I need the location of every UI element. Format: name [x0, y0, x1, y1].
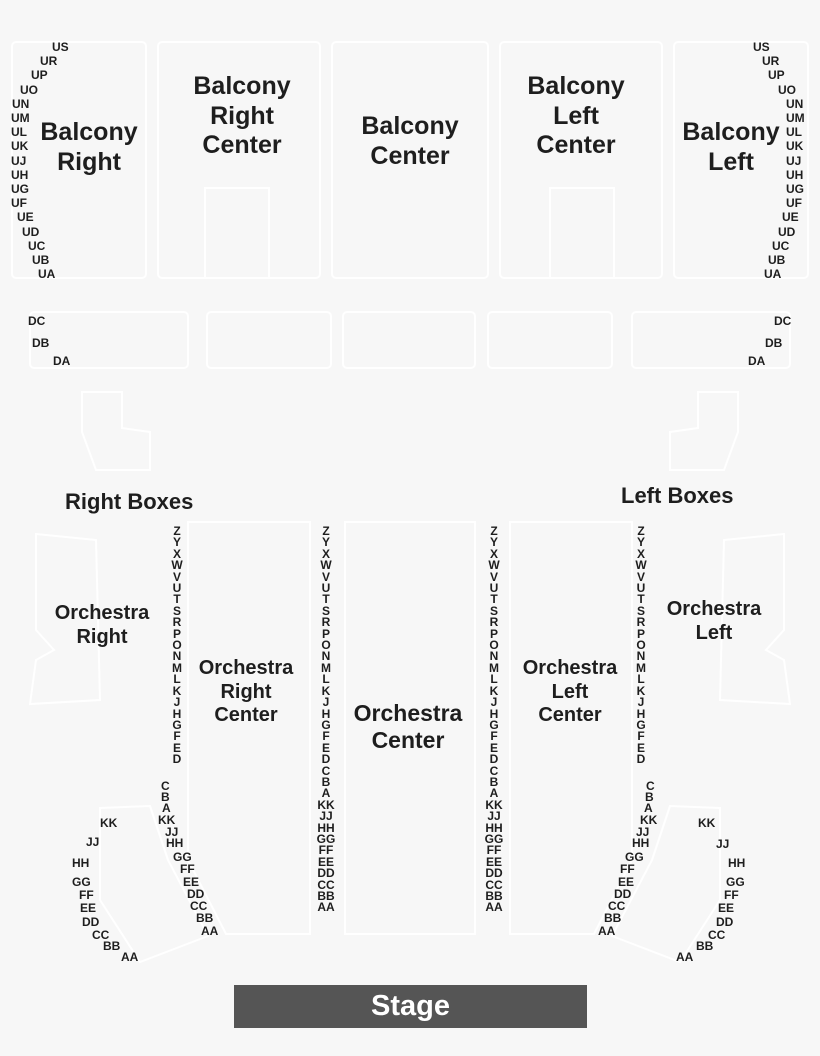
row-label: O: [172, 638, 182, 653]
row-label: KK: [485, 797, 503, 812]
row-label: CC: [608, 899, 626, 913]
row-label: AA: [317, 900, 335, 915]
row-label: BB: [317, 889, 335, 903]
row-label: UG: [11, 182, 29, 196]
row-label: Z: [322, 524, 330, 538]
row-label: N: [172, 649, 182, 664]
row-label: FF: [79, 888, 94, 902]
row-column-left-inner: [631, 526, 651, 766]
row-label: K: [636, 683, 646, 698]
row-label: BB: [696, 939, 714, 953]
row-label: W: [320, 558, 332, 573]
section-orchestra-left[interactable]: Orchestra Left: [666, 598, 762, 644]
row-label: BB: [196, 911, 214, 925]
section-balcony-right[interactable]: Balcony Right: [40, 118, 138, 176]
row-label: EE: [317, 854, 334, 869]
row-label: Z: [173, 524, 181, 538]
row-label: G: [321, 717, 331, 732]
row-label: UO: [20, 82, 38, 97]
row-label: A: [162, 801, 171, 815]
row-label: Z: [637, 524, 645, 538]
row-label: F: [322, 729, 330, 744]
row-label: C: [321, 763, 331, 778]
stage-label: Stage: [371, 990, 450, 1022]
row-label: F: [637, 729, 645, 744]
row-label: FF: [620, 862, 635, 876]
row-label: J: [637, 695, 645, 710]
row-label: C: [489, 763, 499, 778]
row-label: UL: [11, 125, 27, 140]
row-label: O: [636, 638, 646, 653]
row-label: E: [321, 740, 330, 755]
row-label: L: [490, 672, 498, 687]
row-label: KK: [698, 816, 716, 830]
section-balcony-left[interactable]: Balcony Left: [682, 118, 780, 176]
row-label: G: [636, 717, 646, 732]
row-label: UO: [778, 82, 796, 97]
row-label: JJ: [319, 809, 333, 824]
row-label: KK: [158, 813, 176, 827]
row-label: HH: [317, 820, 335, 835]
row-label: Y: [636, 535, 645, 550]
row-label: Z: [490, 524, 498, 538]
row-label: UD: [22, 224, 40, 239]
row-label: BB: [103, 939, 121, 953]
row-label: R: [172, 615, 182, 630]
row-label: L: [322, 672, 330, 687]
row-label: J: [173, 695, 181, 710]
row-label: UE: [17, 210, 34, 225]
row-label: DB: [765, 336, 783, 350]
row-label: DC: [774, 314, 792, 328]
row-label: R: [636, 615, 646, 630]
section-orchestra-right[interactable]: Orchestra Right: [54, 602, 150, 648]
row-label: O: [489, 638, 499, 653]
row-label: V: [321, 569, 330, 584]
row-label: P: [489, 626, 498, 641]
row-label: J: [490, 695, 498, 710]
row-label: Y: [489, 535, 498, 550]
row-label: H: [636, 706, 646, 721]
row-label: BB: [604, 911, 622, 925]
row-label: U: [489, 581, 499, 596]
row-label: EE: [618, 875, 635, 889]
row-column-center-left: [484, 526, 504, 914]
row-label: UF: [11, 196, 27, 211]
row-label: T: [490, 592, 498, 607]
row-label: KK: [640, 813, 658, 827]
row-label: CC: [92, 928, 110, 942]
row-label: D: [636, 752, 646, 767]
row-label: UC: [772, 238, 790, 253]
row-label: N: [489, 649, 499, 664]
section-orchestra-center[interactable]: Orchestra Center: [353, 700, 463, 754]
row-label: H: [489, 706, 499, 721]
row-label: X: [636, 546, 645, 561]
row-label: DD: [485, 866, 503, 881]
row-label: UB: [32, 253, 50, 267]
row-label: UP: [768, 68, 785, 83]
row-label: UP: [31, 68, 48, 83]
row-label: S: [489, 603, 498, 618]
row-label: UE: [782, 210, 799, 225]
section-orchestra-left-center[interactable]: Orchestra Left Center: [522, 657, 618, 727]
row-label: UG: [786, 182, 804, 196]
row-label: UF: [786, 196, 802, 211]
row-label: UR: [40, 54, 58, 69]
row-label: DA: [748, 354, 766, 368]
row-label: UC: [28, 238, 46, 253]
row-label: CC: [485, 877, 503, 892]
row-label: UB: [768, 253, 786, 267]
row-label: KK: [317, 797, 335, 812]
row-label: UR: [762, 54, 780, 69]
row-label: UJ: [786, 153, 802, 168]
row-label: H: [172, 706, 182, 721]
row-label: S: [172, 603, 181, 618]
row-label: DD: [716, 915, 734, 929]
row-label: X: [489, 546, 498, 561]
row-label: UK: [11, 139, 29, 154]
row-label: AA: [676, 950, 694, 964]
row-label: GG: [72, 875, 91, 889]
row-label: GG: [173, 850, 192, 864]
row-label: JJ: [716, 837, 730, 851]
row-label: R: [489, 615, 499, 630]
row-label: N: [636, 649, 646, 664]
row-label: EE: [718, 901, 735, 915]
row-label: GG: [726, 875, 745, 889]
row-label: EE: [485, 854, 502, 869]
row-label: CC: [317, 877, 335, 892]
row-label: E: [489, 740, 498, 755]
row-label: K: [489, 683, 499, 698]
row-label: E: [636, 740, 645, 755]
row-label: V: [636, 569, 645, 584]
row-label: T: [173, 592, 181, 607]
row-label: Y: [321, 535, 330, 550]
row-label: JJ: [636, 825, 650, 839]
row-label: DD: [187, 887, 205, 901]
row-label: HH: [728, 856, 746, 870]
row-label: F: [173, 729, 181, 744]
row-label: N: [321, 649, 331, 664]
row-label: P: [172, 626, 181, 641]
row-label: H: [321, 706, 331, 721]
row-label: AA: [598, 924, 616, 938]
row-label: Y: [172, 535, 181, 550]
row-label: M: [172, 660, 182, 675]
row-label: U: [636, 581, 646, 596]
row-label: DD: [317, 866, 335, 881]
row-label: UM: [786, 111, 805, 125]
row-label: FF: [486, 843, 502, 858]
row-label: CC: [708, 928, 726, 942]
row-label: UL: [786, 125, 802, 140]
row-label: B: [161, 790, 170, 804]
row-label: X: [321, 546, 330, 561]
row-label: S: [636, 603, 645, 618]
row-label: DD: [614, 887, 632, 901]
section-balcony-left-center[interactable]: Balcony Left Center: [527, 72, 625, 159]
row-label: W: [171, 558, 183, 573]
row-label: HH: [166, 836, 184, 850]
row-label: A: [644, 801, 653, 815]
row-label: UH: [786, 167, 804, 182]
row-label: L: [173, 672, 181, 687]
row-label: P: [636, 626, 645, 641]
row-label: EE: [183, 875, 200, 889]
row-label: B: [489, 774, 499, 789]
row-label: D: [172, 752, 182, 767]
row-label: FF: [318, 843, 334, 858]
row-label: UD: [778, 224, 796, 239]
row-label: P: [321, 626, 330, 641]
row-label: A: [489, 786, 499, 801]
row-label: U: [321, 581, 331, 596]
row-label: K: [321, 683, 331, 698]
row-label: FF: [180, 862, 195, 876]
row-label: V: [489, 569, 498, 584]
row-label: W: [635, 558, 647, 573]
balcony-right-center-aisle: [205, 188, 269, 278]
row-label: D: [489, 752, 499, 767]
row-label: R: [321, 615, 331, 630]
row-label: DC: [28, 314, 46, 328]
section-left-boxes[interactable]: Left Boxes: [621, 483, 734, 508]
row-label: GG: [484, 831, 504, 846]
row-label: FF: [724, 888, 739, 902]
row-label: F: [490, 729, 498, 744]
row-label: EE: [80, 901, 97, 915]
row-label: J: [322, 695, 330, 710]
row-label: CC: [190, 899, 208, 913]
row-label: AA: [485, 900, 503, 915]
row-label: M: [321, 660, 331, 675]
row-label: GG: [316, 831, 336, 846]
row-label: K: [172, 683, 182, 698]
row-label: HH: [72, 856, 90, 870]
row-label: A: [321, 786, 331, 801]
row-label: G: [489, 717, 499, 732]
row-label: UA: [38, 267, 56, 282]
row-label: M: [636, 660, 646, 675]
row-label: DD: [82, 915, 100, 929]
row-label: UJ: [11, 153, 27, 168]
row-label: HH: [485, 820, 503, 835]
row-label: O: [321, 638, 331, 653]
row-label: T: [322, 592, 330, 607]
section-balcony-center[interactable]: Balcony Center: [361, 112, 459, 170]
row-label: AA: [201, 924, 219, 938]
row-label: M: [489, 660, 499, 675]
row-label: UN: [12, 96, 30, 111]
row-label: US: [52, 40, 69, 54]
row-label: US: [753, 40, 770, 54]
row-label: B: [321, 774, 331, 789]
row-label: KK: [100, 816, 118, 830]
row-label: UH: [11, 167, 29, 182]
row-label: DA: [53, 354, 71, 368]
row-label: UA: [764, 267, 782, 282]
balcony-left-center-aisle: [550, 188, 614, 278]
row-label: X: [172, 546, 181, 561]
row-label: D: [321, 752, 331, 767]
section-balcony-right-center[interactable]: Balcony Right Center: [193, 72, 291, 159]
row-label: JJ: [165, 825, 179, 839]
row-label: UM: [11, 111, 30, 125]
section-right-boxes[interactable]: Right Boxes: [65, 489, 194, 514]
row-label: T: [637, 592, 645, 607]
row-label: AA: [121, 950, 139, 964]
row-label: E: [172, 740, 181, 755]
row-label: UN: [786, 96, 804, 111]
row-label: C: [646, 779, 655, 793]
row-label: V: [172, 569, 181, 584]
row-label: JJ: [487, 809, 501, 824]
row-label: W: [488, 558, 500, 573]
row-column-right-inner: [167, 526, 187, 766]
row-label: BB: [485, 889, 503, 903]
row-label: S: [321, 603, 330, 618]
row-label: DB: [32, 336, 50, 350]
row-column-center-right: [316, 526, 336, 914]
stage: [234, 985, 587, 1028]
row-label: U: [172, 581, 182, 596]
row-label: B: [645, 790, 654, 804]
row-label: UK: [786, 139, 804, 154]
row-label: L: [637, 672, 645, 687]
row-label: HH: [632, 836, 650, 850]
row-label: GG: [625, 850, 644, 864]
section-orchestra-right-center[interactable]: Orchestra Right Center: [198, 657, 294, 727]
row-label: C: [161, 779, 170, 793]
row-label: JJ: [86, 835, 100, 849]
row-label: G: [172, 717, 182, 732]
